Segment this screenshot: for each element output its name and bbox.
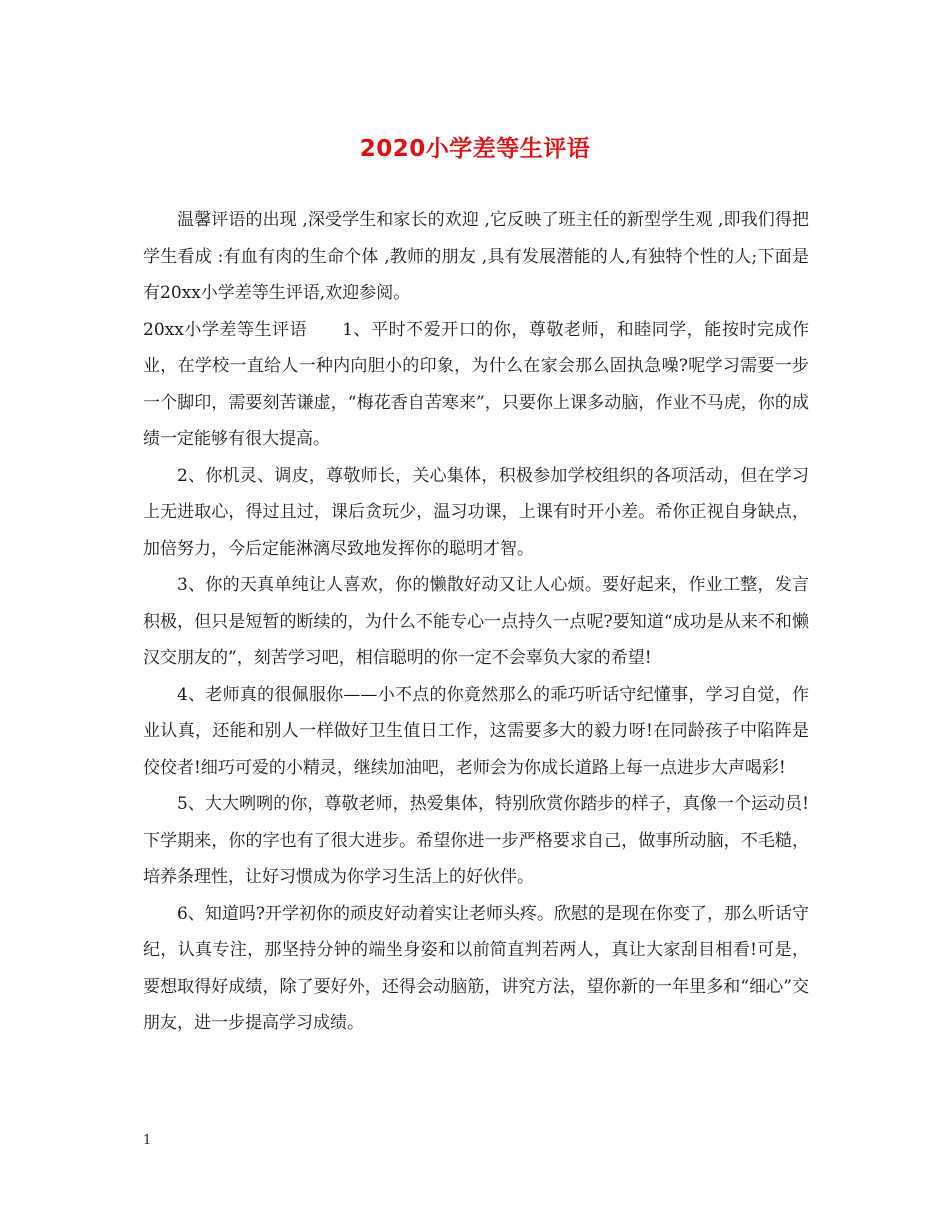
document-body bbox=[143, 202, 809, 1042]
comment-paragraph-5: 5、大大咧咧的你，尊敬老师，热爱集体，特别欣赏你踏步的样子，真像一个运动员!下学期来，你的字也有了很大进步。希望你进一步严格要求自己，做事所动脑，不毛糙，培养条理性，让好习惯成为你学习生活上的好伙伴。 bbox=[143, 794, 809, 887]
page-number: 1 bbox=[143, 1133, 152, 1148]
comment-paragraph-6: 6、知道吗?开学初你的顽皮好动着实让老师头疼。欣慰的是现在你变了，那么听话守纪，认真专注，那坚持分钟的端坐身姿和以前简直判若两人，真让大家刮目相看!可是，要想取得好成绩，除了要好外，还得会动脑筋，讲究方法，望你新的一年里多和“细心”交朋友，进一步提高学习成绩。 bbox=[143, 903, 809, 1033]
intro-paragraph: 温馨评语的出现 ,深受学生和家长的欢迎 ,它反映了班主任的新型学生观 ,即我们得把学生看成 :有血有肉的生命个体 ,教师的朋友 ,具有发展潜能的人,有独特个性的人;下面是有20xx小学差等生评语,欢迎参阅。 bbox=[143, 210, 809, 303]
comment-paragraph-1: 20xx小学差等生评语 1、平时不爱开口的你，尊敬老师，和睦同学，能按时完成作业，在学校一直给人一种内向胆小的印象，为什么在家会那么固执急噪?呢学习需要一步一个脚印，需要刻苦谦虚，“梅花香自苦寒来”，只要你上课多动脑，作业不马虎，你的成绩一定能够有很大提高。 bbox=[143, 319, 809, 449]
document-title: 2020小学差等生评语 bbox=[359, 136, 591, 162]
comment-paragraph-3: 3、你的天真单纯让人喜欢，你的懒散好动又让人心烦。要好起来，作业工整，发言积极，但只是短暂的断续的，为什么不能专心一点持久一点呢?要知道“成功是从来不和懒汉交朋友的”，刻苦学习吧，相信聪明的你一定不会辜负大家的希望! bbox=[143, 575, 809, 668]
comment-paragraph-2: 2、你机灵、调皮，尊敬师长，关心集体，积极参加学校组织的各项活动，但在学习上无进取心，得过且过，课后贪玩少，温习功课，上课有时开小差。希你正视自身缺点，加倍努力，今后定能淋漓尽致地发挥你的聪明才智。 bbox=[143, 465, 809, 559]
comment-paragraph-4: 4、老师真的很佩服你——小不点的你竟然那么的乖巧听话守纪懂事，学习自觉，作业认真，还能和别人一样做好卫生值日工作，这需要多大的毅力呀!在同龄孩子中陷阵是佼佼者!细巧可爱的小精灵，继续加油吧，老师会为你成长道路上每一点进步大声喝彩! bbox=[143, 684, 809, 778]
